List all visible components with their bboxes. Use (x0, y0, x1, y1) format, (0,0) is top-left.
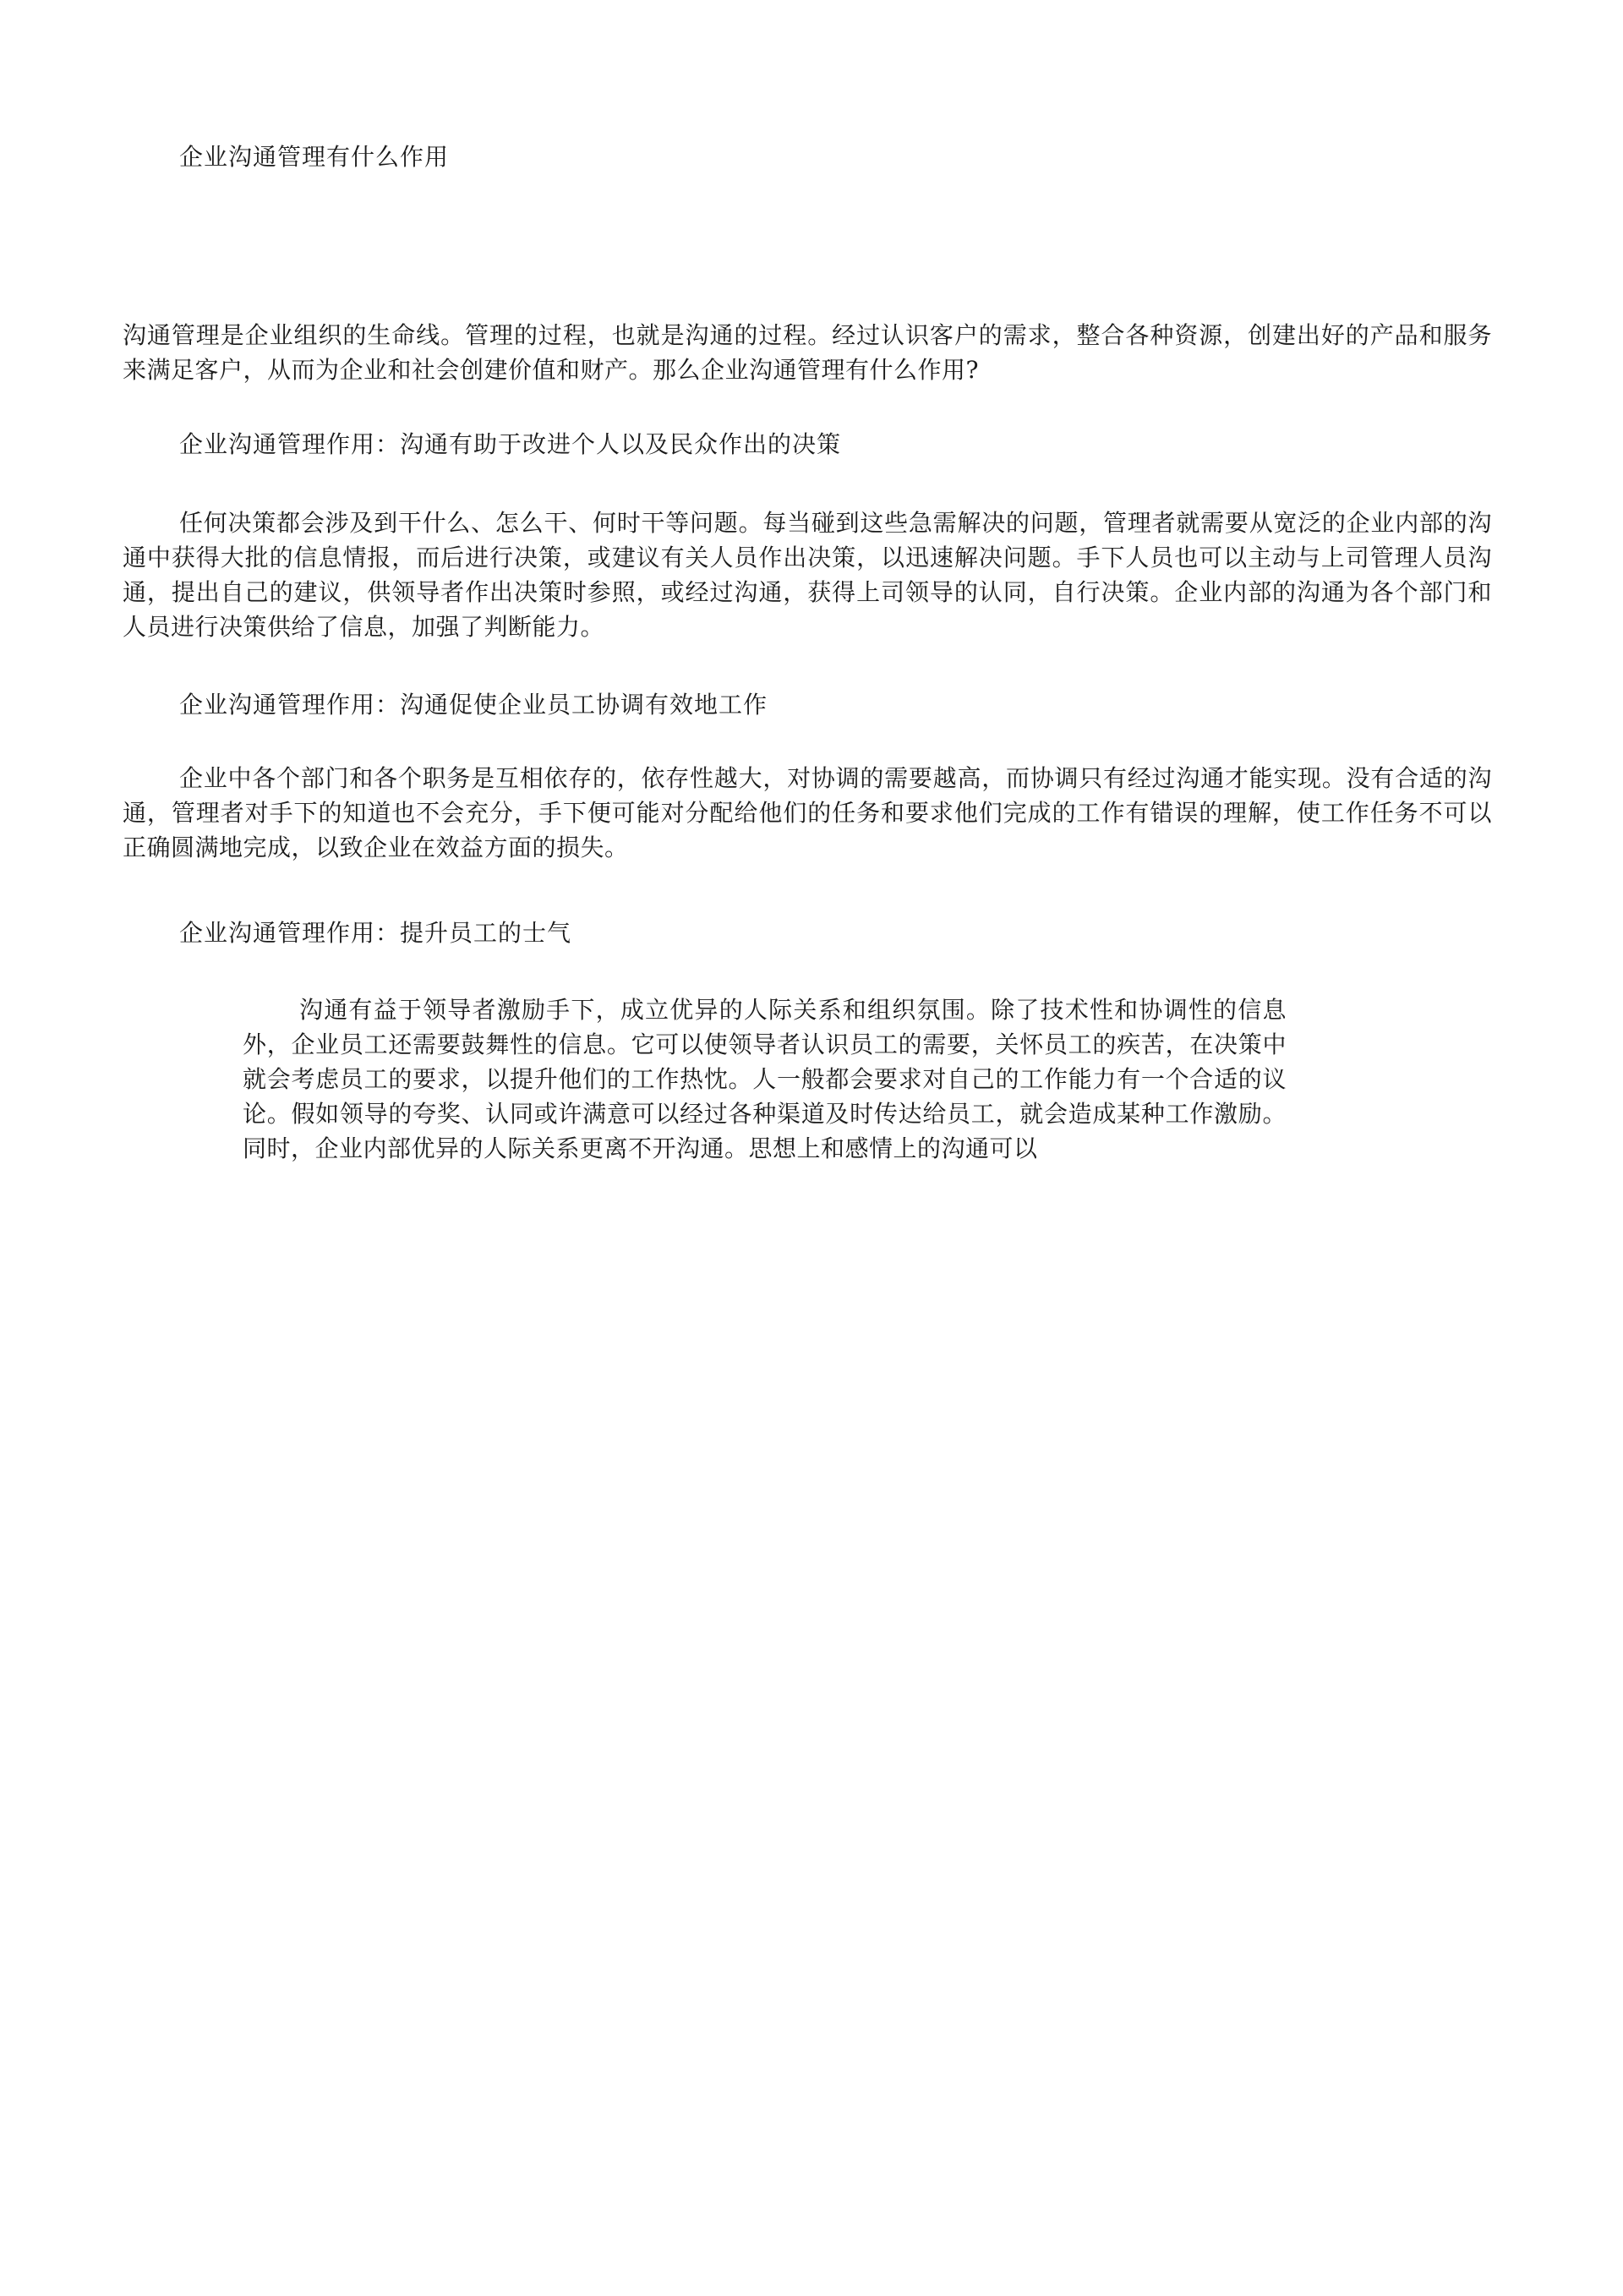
section-heading-decision: 企业沟通管理作用：沟通有助于改进个人以及民众作出的决策 (179, 430, 842, 458)
section-body-decision: 任何决策都会涉及到干什么、怎么干、何时干等问题。每当碰到这些急需解决的问题，管理者就需要从宽泛的企业内部的沟通中获得大批的信息情报，而后进行决策，或建议有关人员作出决策，以迅速解决问题。手下人员也可以主动与上司管理人员沟通，提出自己的建议，供领导者作出决策时参照，或经过沟通，获得上司领导的认同，自行决策。企业内部的沟通为各个部门和人员进行决策供给了信息，加强了判断能力。 (123, 509, 1492, 641)
section-body-morale: 沟通有益于领导者激励手下，成立优异的人际关系和组织氛围。除了技术性和协调性的信息外，企业员工还需要鼓舞性的信息。它可以使领导者认识员工的需要，关怀员工的疾苦，在决策中就会考虑员工的要求，以提升他们的工作热忱。人一般都会要求对自己的工作能力有一个合适的议论。假如领导的夸奖、认同或许满意可以经过各种渠道及时传达给员工，就会造成某种工作激励。同时，企业内部优异的人际关系更离不开沟通。思想上和感情上的沟通可以 (243, 996, 1287, 1162)
section-body-coordination: 企业中各个部门和各个职务是互相依存的，依存性越大，对协调的需要越高，而协调只有经过沟通才能实现。没有合适的沟通，管理者对手下的知道也不会充分，手下便可能对分配给他们的任务和要求他们完成的工作有错误的理解，使工作任务不可以正确圆满地完成，以致企业在效益方面的损失。 (123, 764, 1492, 861)
document-title: 企业沟通管理有什么作用 (179, 143, 450, 171)
section-heading-coordination: 企业沟通管理作用：沟通促使企业员工协调有效地工作 (179, 691, 768, 719)
section-heading-morale: 企业沟通管理作用：提升员工的士气 (179, 919, 572, 947)
intro-paragraph: 沟通管理是企业组织的生命线。管理的过程，也就是沟通的过程。经过认识客户的需求，整合各种资源，创建出好的产品和服务来满足客户，从而为企业和社会创建价值和财产。那么企业沟通管理有什么作用? (123, 321, 1492, 384)
